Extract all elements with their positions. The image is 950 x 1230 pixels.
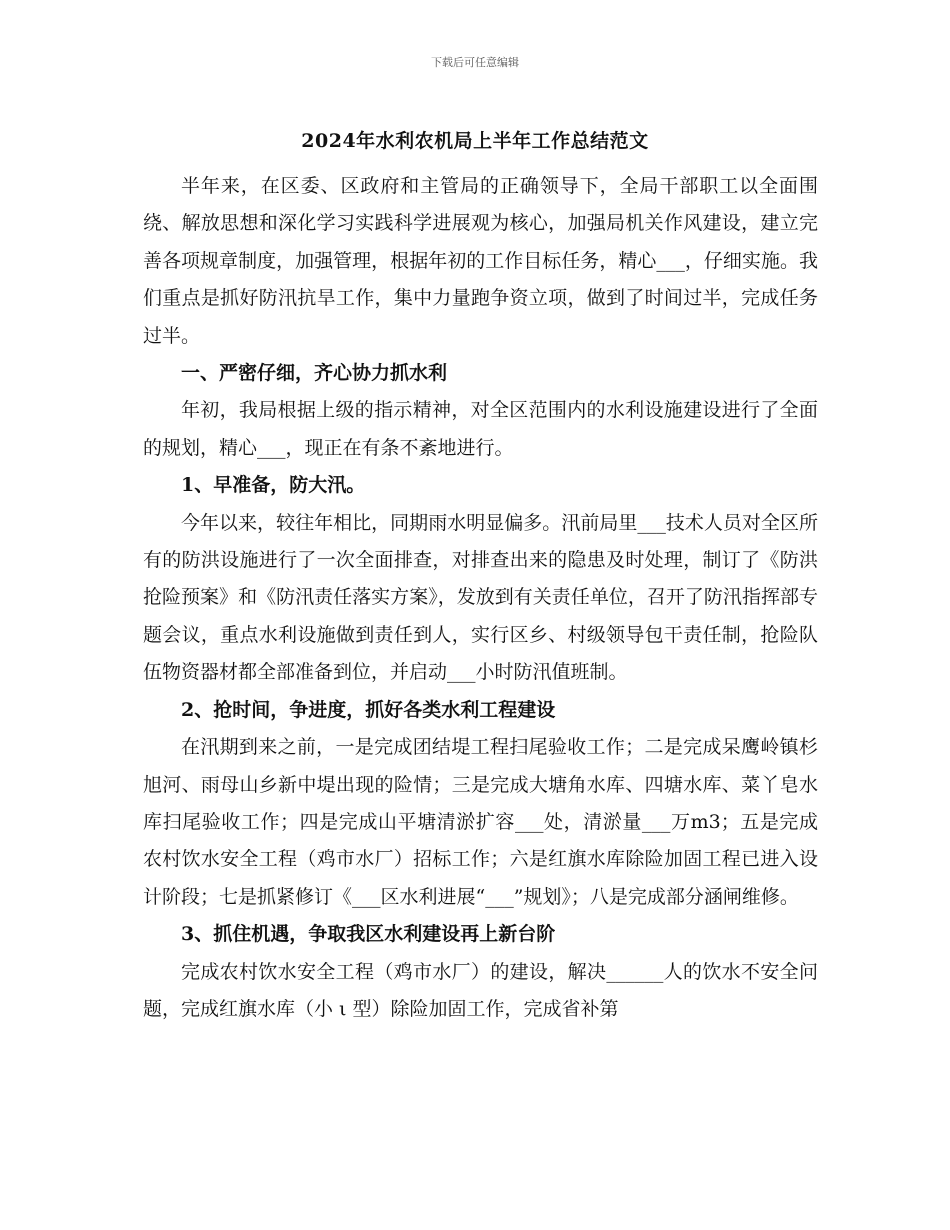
header-note: 下载后可任意编辑 [431,56,519,69]
paragraph-projects: 在汛期到来之前，一是完成团结堤工程扫尾验收工作；二是完成呆鹰岭镇杉旭河、雨母山乡新中堤出现的险情；三是完成大塘角水库、四塘水库、菜丫皂水库扫尾验收工作；四是完成山平塘清淤扩容___处，清淤量___万m3；五是完成农村饮水安全工程（鸡市水厂）招标工作；六是红旗水库除险加固工程已进入设计阶段；七是抓紧修订《___区水利进展“___”规划》；八是完成部分涵闸维修。 [143,736,818,908]
document-title: 2024年水利农机局上半年工作总结范文 [301,130,649,152]
paragraph-section-1: 年初，我局根据上级的指示精神，对全区范围内的水利设施建设进行了全面的规划，精心___，现正在有条不紊地进行。 [143,399,818,459]
paragraph-opportunities: 完成农村饮水安全工程（鸡市水厂）的建设，解决______人的饮水不安全问题，完成红旗水库（小 ι 型）除险加固工作，完成省补第 [143,960,818,1020]
document-body [143,168,818,1028]
subsection-heading-2: 2、抢时间，争进度，抓好各类水利工程建设 [181,698,556,721]
section-heading-1: 一、严密仔细，齐心协力抓水利 [181,362,448,385]
paragraph-flood-prep: 今年以来，较往年相比，同期雨水明显偏多。汛前局里___技术人员对全区所有的防洪设施进行了一次全面排查，对排查出来的隐患及时处理，制订了《防洪抢险预案》和《防汛责任落实方案》，发放到有关责任单位，召开了防汛指挥部专题会议，重点水利设施做到责任到人，实行区乡、村级领导包干责任制，抢险队伍物资器材都全部准备到位，并启动___小时防汛值班制。 [143,511,818,684]
paragraph-intro: 半年来，在区委、区政府和主管局的正确领导下，全局干部职工以全面围绕、解放思想和深化学习实践科学进展观为核心，加强局机关作风建设，建立完善各项规章制度，加强管理，根据年初的工作目标任务，精心___，仔细实施。我们重点是抓好防汛抗旱工作，集中力量跑争资立项，做到了时间过半，完成任务过半。 [143,175,818,347]
subsection-heading-3: 3、抓住机遇，争取我区水利建设再上新台阶 [181,923,556,946]
subsection-heading-1: 1、早准备，防大汛。 [181,474,366,497]
